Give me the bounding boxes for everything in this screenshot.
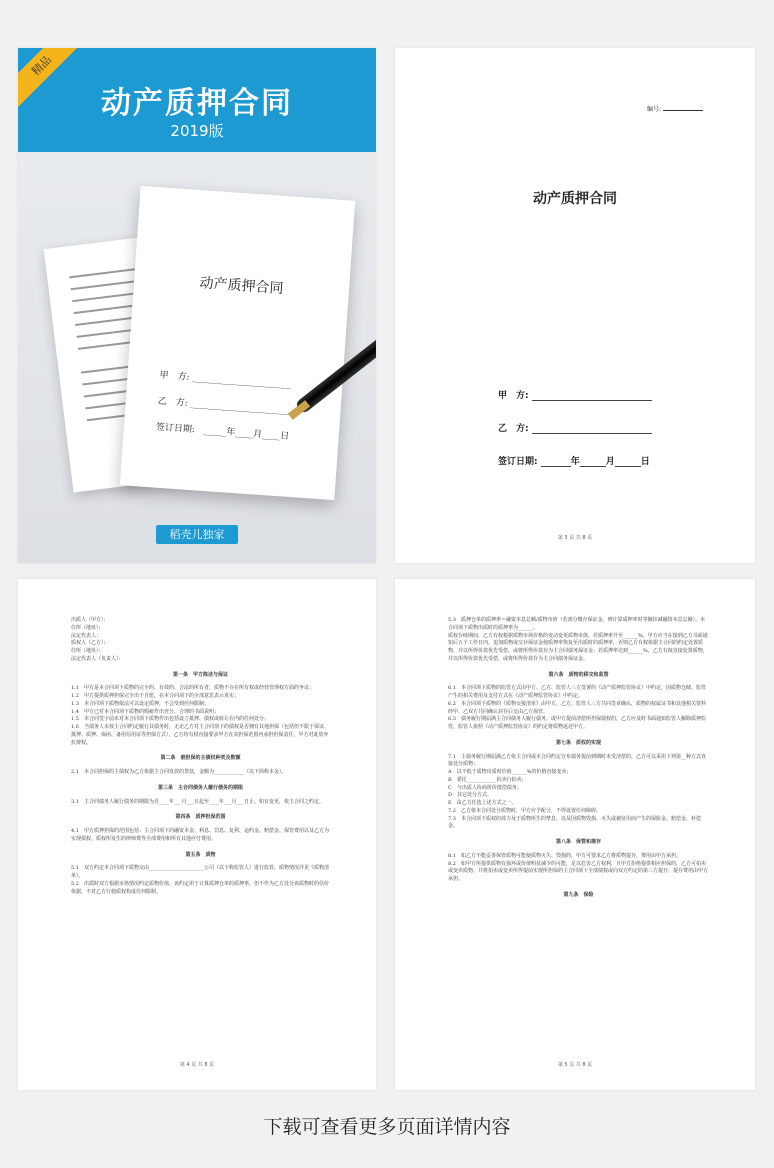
party-a-line: 甲 方: [498, 388, 652, 401]
cover-year: 2019版 [170, 122, 224, 140]
page-body: 5.3 质押仓单的质押率＝融资本息总额/质物市值（若部分缴存保证金，则计算质押率时等额扣减融资本息总额）。本合同项下质物出质时的质押率为______。 质权存续期间，乙方有权根据质物市场价格的变动变更质物市值，若质押率升至______%，甲方应当在接到乙方书面通知后五个工作日内，追加质物或交存保证金使质押率恢复至出质时的质押率，否则乙方有权依据主合同的约定处置质物，并以所得价款优先受偿，或将所得价款存为主合同债务保证金；若质押率达到______%，乙方有权直接处置质物，并以所得价款优先受偿，或将所得价款存为主合同债务保证金。 第六条 质物的移交和监管 6.1 本合同项下质物的监管方式由甲方、乙方、监管人三方签署的《动产质押监管协议》中约定，因质物仓储、监管产生的相关费用及支付方式在《动产质押监管协议》中约定。 6.2 本合同项下质物的《质物交接清单》由甲方、乙方、监管人三方共同签章确认，质物的权属证书和其他相关资料经甲、乙双方共同确认封存后交由乙方保管。 6.3 债务履行期届满主合同债务人履行债务，或甲方提前清偿所担保债权的，乙方应及时书面通知监管人解除质押监管，监管人依照《动产质押监管协议》的约定将质物返还甲方。 第七条 质权的实现 7.1 主债务履行期届满乙方依主合同或本合同约定宣布债务提前到期时未受清偿的，乙方可以采用下列第__种方式直接处分质物： A 以不低于质物出质时价值______%的价格直接变卖； B 委托____________拍卖行拍卖； C 与出质人协商折价抵偿债务； D 其它处分方式。 E 由乙方任选上述方式之一。 7.2 乙方依本合同处分质物时，甲方应予配合，不得设置任何障碍。 7.3 本合同项下质权的效力及于质物所生的孳息，以及因质物毁损、灭失或被征用而产生的保险金、赔偿金、补偿金。 第八条 保管和提存 8.1 如乙方不能妥善保管质物可能使质物灭失、毁损的，甲方可要求乙方将质物提存，费用由甲方承担。 8.2 如甲方所提供质物有损坏或价值明显减少的可能，足以危害乙方权利，且甲方拒绝提供相应担保的，乙方可拍卖或变卖质物，并将拍卖或变卖所得提前实现所担保的主合同项下全部债权或向双方约定的第三方提存，提存费用由甲方承担。 第九条 保险 [448, 617, 709, 898]
party-b-line: 乙 方: [498, 421, 652, 434]
sheet-title: 动产质押合同 [199, 275, 284, 298]
sign-date-line: 签订日期: 年 月 日 [498, 457, 650, 467]
article-heading: 第七条 质权的实现 [555, 739, 601, 746]
sheet-party-a: 甲 方: ______________________ [159, 370, 292, 390]
contract-number: 编号: [647, 104, 703, 113]
page-number: 第 3 页 共 8 页 [557, 535, 593, 541]
sheet-date: 签订日期: _____年____月____日 [155, 422, 290, 442]
cover-preview[interactable] [18, 48, 376, 563]
preview-page-4[interactable] [18, 579, 376, 1090]
download-more-link[interactable]: 下载可查看更多页面详情内容 [263, 1116, 511, 1138]
article-heading: 第五条 质物 [185, 851, 216, 858]
article-heading: 第八条 保管和提存 [555, 839, 601, 845]
contract-title: 动产质押合同 [533, 191, 617, 207]
article-heading: 第九条 保险 [563, 891, 594, 898]
exclusive-badge: 稻壳儿独家 [156, 525, 238, 544]
preview-page-title[interactable] [395, 48, 755, 563]
article-heading: 第一条 甲方陈述与保证 [172, 671, 228, 678]
premium-ribbon: 精品 [18, 48, 86, 110]
page-body: 出质人（甲方）： 住所（地址）： 法定代表人： 质权人（乙方）： 住所（地址）： 法定代表人（负责人）： 第一条 甲方陈述与保证 1.1 甲方是本合同项下质物的完全的、有效的、合法的所有者，质物不存在所有权或经营管理权方面的争议； 1.2 甲方提供质押担保完全出于自愿，在本合同项下的全部意思表示真实； 1.3 本合同项下质物依法可以设定质押，不会受到任何限制； 1.4 甲方已对本合同项下质物的瑕疵作出充分、合理的书面说明； 1.5 本合同签字前未对本合同项下质物作出包括设立抵押、债权或转让在内的任何处分； 1.6 当债务人未按主合同约定履行其债务时，无论乙方对主合同项下的债权是否拥有其他担保（包括但不限于保证、抵押、质押、保函、备用信用证等担保方式），乙方均有权直接要求甲方在其担保范围内承担担保责任，甲方对此放弃抗辩权。 第二条 被担保的主债权种类及数额 2.1 本合同担保的主债权为乙方依据主合同发放的贷款，金额为____________（以下简称本金）。 第三条 主合同债务人履行债务的期限 3.1 主合同债务人履行债务的期限为自____年___月___日起至____年___月___日止。如有变更，依主合同之约定。 第四条 质押担保范围 4.1 甲方质押担保的范围包括：主合同项下的融资本金、利息、罚息、复利、违约金、赔偿金、保管费用以及乙方为实现债权、质权所发生的律师费等全部费用和所有其他应付费用。 第五条 质物 5.1 双方约定本合同项下质物交由______________________公司（以下称监管人）进行监管，质物情况详见《质物清单》。 5.2 出质时双方根据市场情况约定质物价值，该约定用于计算质押仓单的质押率，但不作为乙方处分该质物时的估价依据，不对乙方行使质权构成任何限制。 [71, 617, 329, 895]
sheet-party-b: 乙 方: ______________________ [157, 396, 290, 416]
cover-front-sheet [120, 186, 355, 500]
page-number: 第 5 页 共 8 页 [557, 1062, 593, 1068]
preview-page-5[interactable] [395, 579, 755, 1090]
page-number: 第 4 页 共 8 页 [179, 1062, 215, 1068]
article-heading: 第六条 质物的移交和监管 [548, 671, 609, 678]
cover-title: 动产质押合同 [101, 86, 293, 121]
article-heading: 第四条 质押担保范围 [175, 814, 226, 821]
article-heading: 第三条 主合同债务人履行债务的期限 [157, 784, 243, 791]
article-heading: 第二条 被担保的主债权种类及数额 [160, 755, 241, 762]
